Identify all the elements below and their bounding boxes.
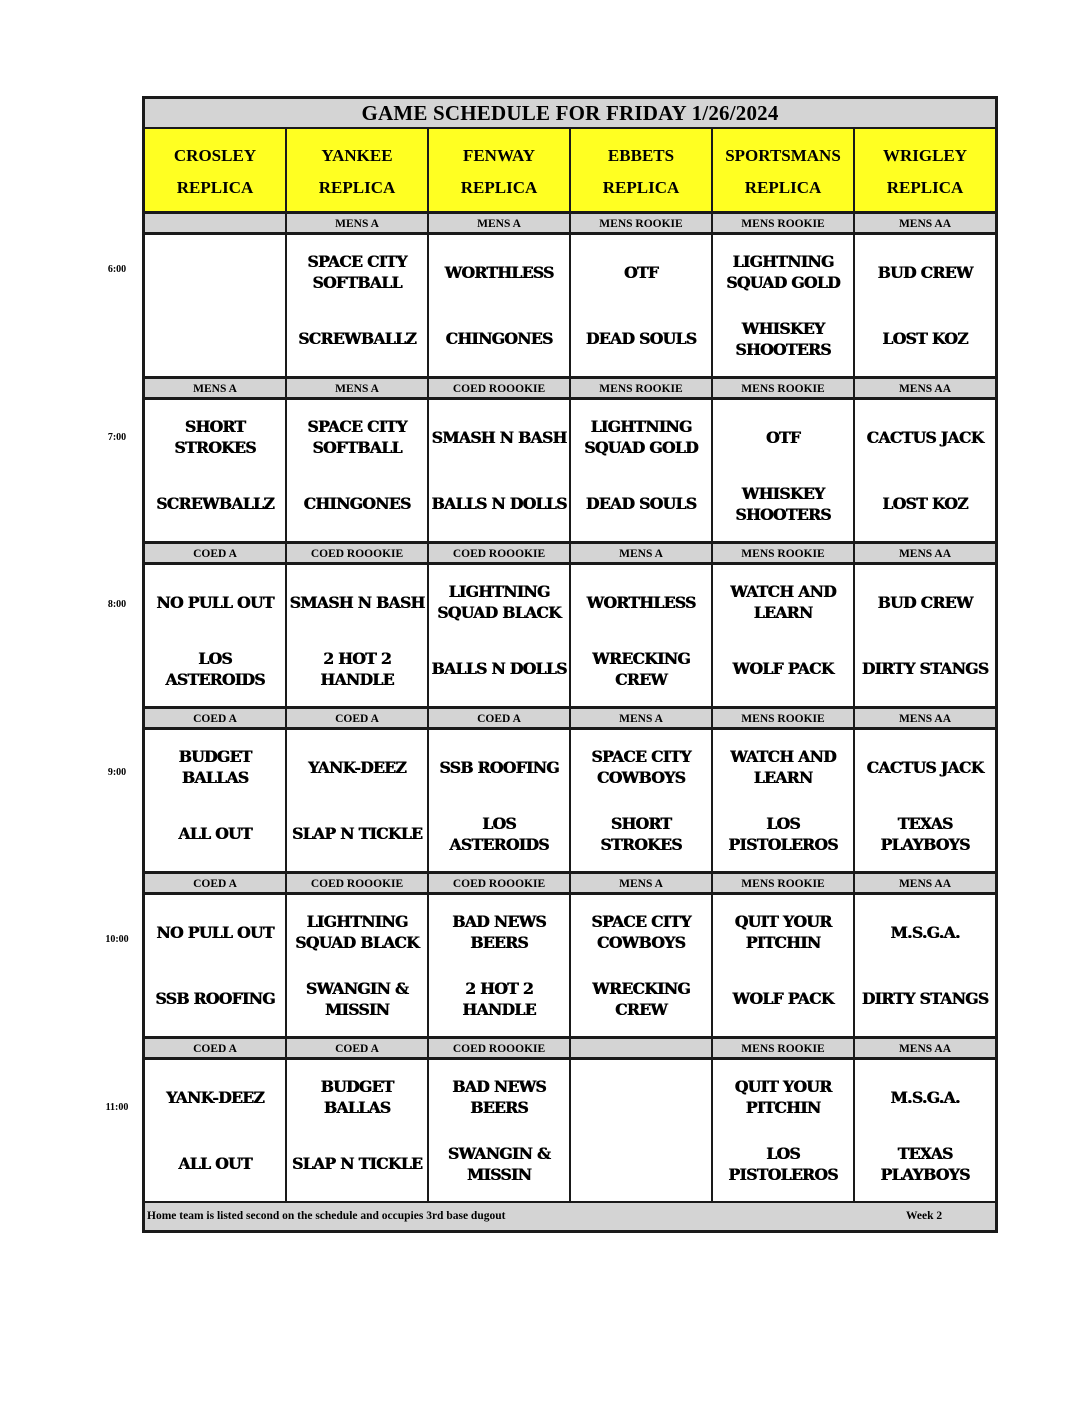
away-team: NO PULL OUT: [156, 922, 274, 942]
home-team: SWANGIN & MISSIN: [447, 1143, 551, 1184]
game-cell: [855, 1060, 995, 1203]
away-team: YANK-DEEZ: [307, 757, 407, 777]
field-sub: REPLICA: [176, 178, 254, 197]
division-label: COED A: [145, 708, 287, 730]
game-cell: [855, 895, 995, 1038]
home-team: LOS ASTEROIDS: [449, 813, 549, 854]
home-team: LOST KOZ: [882, 494, 968, 514]
home-team: LOS ASTEROIDS: [165, 648, 265, 689]
game-row: [145, 895, 995, 1038]
home-team: SCREWBALLZ: [298, 329, 416, 349]
game-cell: [571, 235, 713, 378]
time-slots: [145, 213, 995, 1203]
division-label: MENS ROOKIE: [571, 378, 713, 400]
away-team: SMASH N BASH: [289, 592, 425, 612]
away-team: OTF: [623, 262, 659, 282]
field-name: EBBETS: [607, 146, 675, 165]
away-team: BUDGET BALLAS: [320, 1077, 394, 1118]
home-team: BALLS N DOLLS: [431, 494, 567, 514]
home-team: SCREWBALLZ: [156, 494, 274, 514]
field-header: [429, 129, 571, 213]
game-cell: [145, 895, 287, 1038]
game-cell: [145, 400, 287, 543]
game-cell: [287, 895, 429, 1038]
home-team: DIRTY STANGS: [861, 659, 989, 679]
division-row: [145, 213, 995, 235]
away-team: SMASH N BASH: [431, 427, 567, 447]
away-team: M.S.G.A.: [890, 922, 960, 942]
field-header-row: [145, 129, 995, 213]
field-header: [713, 129, 855, 213]
away-team: QUIT YOUR PITCHIN: [734, 912, 832, 953]
division-row: [145, 1038, 995, 1060]
game-cell: [571, 1060, 713, 1203]
home-team-note: Home team is listed second on the schedule and occupies 3rd base dugout: [147, 1210, 506, 1222]
away-team: BUD CREW: [877, 592, 973, 612]
division-label: COED ROOOKIE: [287, 543, 429, 565]
game-cell: [855, 400, 995, 543]
time-label: 11:00: [105, 1101, 129, 1113]
time-label: 8:00: [107, 599, 127, 610]
away-team: NO PULL OUT: [156, 592, 274, 612]
away-team: OTF: [765, 427, 801, 447]
home-team: WOLF PACK: [732, 659, 834, 679]
game-cell: [287, 565, 429, 708]
time-label: 7:00: [107, 431, 127, 443]
field-header: [145, 129, 287, 213]
game-cell: [713, 730, 855, 873]
division-label: MENS ROOKIE: [713, 708, 855, 730]
division-label: MENS ROOKIE: [713, 378, 855, 400]
away-team: WORTHLESS: [586, 592, 696, 612]
game-cell: [713, 565, 855, 708]
home-team: WRECKING CREW: [592, 648, 690, 689]
away-team: SPACE CITY COWBOYS: [591, 747, 691, 788]
away-team: M.S.G.A.: [890, 1087, 960, 1107]
game-cell: [713, 1060, 855, 1203]
home-team: CHINGONES: [445, 329, 553, 349]
division-label: MENS A: [287, 378, 429, 400]
division-label: COED A: [429, 708, 571, 730]
away-team: LIGHTNING SQUAD BLACK: [437, 582, 561, 623]
game-cell: [287, 235, 429, 378]
schedule-footer: [145, 1203, 995, 1230]
field-sub: REPLICA: [602, 178, 680, 197]
division-row: [145, 543, 995, 565]
division-label: MENS A: [145, 378, 287, 400]
game-row: [145, 400, 995, 543]
division-label: MENS AA: [855, 378, 995, 400]
home-team: SSB ROOFING: [155, 989, 275, 1009]
division-label: MENS A: [571, 873, 713, 895]
away-team: BUDGET BALLAS: [178, 747, 252, 788]
game-cell: [855, 565, 995, 708]
schedule-table: [142, 96, 998, 1233]
home-team: WHISKEY SHOOTERS: [735, 483, 831, 524]
game-cell: [145, 1060, 287, 1203]
field-header: [571, 129, 713, 213]
away-team: SPACE CITY COWBOYS: [591, 912, 691, 953]
home-team: DEAD SOULS: [585, 494, 697, 514]
division-label: MENS AA: [855, 1038, 995, 1060]
home-team: WOLF PACK: [732, 989, 834, 1009]
home-team: DEAD SOULS: [585, 329, 697, 349]
away-team: CACTUS JACK: [866, 427, 984, 447]
division-row: [145, 378, 995, 400]
division-label: COED ROOOKIE: [429, 543, 571, 565]
home-team: SHORT STROKES: [600, 813, 682, 854]
field-sub: REPLICA: [744, 178, 822, 197]
away-team: WATCH AND LEARN: [730, 582, 836, 623]
home-team: BALLS N DOLLS: [431, 659, 567, 679]
home-team: SLAP N TICKLE: [291, 1154, 423, 1174]
game-row: [145, 565, 995, 708]
time-label: 6:00: [107, 264, 127, 275]
division-label: COED A: [145, 1038, 287, 1060]
division-label: COED ROOOKIE: [429, 873, 571, 895]
home-team: LOST KOZ: [882, 329, 968, 349]
home-team: SWANGIN & MISSIN: [305, 978, 409, 1019]
field-name: FENWAY: [462, 146, 536, 165]
game-cell: [571, 730, 713, 873]
away-team: SPACE CITY SOFTBALL: [307, 417, 407, 458]
home-team: ALL OUT: [178, 824, 252, 844]
away-team: QUIT YOUR PITCHIN: [734, 1077, 832, 1118]
away-team: WORTHLESS: [444, 262, 554, 282]
field-sub: REPLICA: [460, 178, 538, 197]
home-team: ALL OUT: [178, 1154, 252, 1174]
away-team: YANK-DEEZ: [165, 1087, 265, 1107]
game-cell: [429, 730, 571, 873]
home-team: WRECKING CREW: [592, 978, 690, 1019]
game-cell: [429, 400, 571, 543]
field-name: WRIGLEY: [882, 146, 968, 165]
time-label: 10:00: [105, 934, 129, 945]
division-label: COED A: [287, 1038, 429, 1060]
game-cell: [145, 730, 287, 873]
division-row: [145, 873, 995, 895]
field-sub: REPLICA: [886, 178, 964, 197]
division-label: COED A: [145, 543, 287, 565]
home-team: LOS PISTOLEROS: [728, 1143, 838, 1184]
game-cell: [429, 565, 571, 708]
game-cell: [429, 1060, 571, 1203]
away-team: LIGHTNING SQUAD BLACK: [295, 912, 419, 953]
home-team: 2 HOT 2 HANDLE: [320, 648, 394, 689]
division-label: MENS A: [571, 708, 713, 730]
division-label: MENS ROOKIE: [713, 543, 855, 565]
home-team: DIRTY STANGS: [861, 989, 989, 1009]
away-team: LIGHTNING SQUAD GOLD: [726, 252, 840, 293]
away-team: BUD CREW: [877, 262, 973, 282]
field-name: YANKEE: [321, 146, 393, 165]
time-label: 9:00: [107, 766, 127, 778]
division-label: MENS A: [429, 213, 571, 235]
game-cell: [145, 565, 287, 708]
division-label: COED ROOOKIE: [429, 378, 571, 400]
field-sub: REPLICA: [318, 178, 396, 197]
division-label: MENS ROOKIE: [713, 213, 855, 235]
game-cell: [855, 730, 995, 873]
schedule-title: GAME SCHEDULE FOR FRIDAY 1/26/2024: [145, 99, 995, 129]
field-header: [287, 129, 429, 213]
away-team: SPACE CITY SOFTBALL: [307, 252, 407, 293]
away-team: SHORT STROKES: [174, 417, 256, 458]
division-label: MENS AA: [855, 873, 995, 895]
away-team: WATCH AND LEARN: [730, 747, 836, 788]
division-row: [145, 708, 995, 730]
game-cell: [855, 235, 995, 378]
division-label: MENS ROOKIE: [713, 1038, 855, 1060]
game-cell: [571, 895, 713, 1038]
game-cell: [713, 400, 855, 543]
home-team: WHISKEY SHOOTERS: [735, 318, 831, 359]
division-label: MENS AA: [855, 543, 995, 565]
away-team: LIGHTNING SQUAD GOLD: [584, 417, 698, 458]
home-team: LOS PISTOLEROS: [728, 813, 838, 854]
division-label: COED A: [145, 873, 287, 895]
game-cell: [429, 895, 571, 1038]
division-label: COED ROOOKIE: [429, 1038, 571, 1060]
division-label: MENS A: [287, 213, 429, 235]
game-cell: [287, 400, 429, 543]
week-label: Week 2: [906, 1210, 943, 1222]
game-cell: [429, 235, 571, 378]
game-cell: [571, 565, 713, 708]
game-cell: [145, 235, 287, 378]
division-label: MENS AA: [855, 213, 995, 235]
division-label: MENS ROOKIE: [571, 213, 713, 235]
division-label: MENS AA: [855, 708, 995, 730]
game-cell: [287, 1060, 429, 1203]
home-team: 2 HOT 2 HANDLE: [462, 978, 536, 1019]
game-cell: [713, 235, 855, 378]
division-label: MENS ROOKIE: [713, 873, 855, 895]
game-row: [145, 730, 995, 873]
division-label: [571, 1038, 713, 1060]
away-team: BAD NEWS BEERS: [452, 1077, 546, 1118]
game-cell: [713, 895, 855, 1038]
home-team: SLAP N TICKLE: [291, 824, 423, 844]
division-label: MENS A: [571, 543, 713, 565]
field-header: [855, 129, 995, 213]
game-row: [145, 235, 995, 378]
away-team: SSB ROOFING: [439, 757, 559, 777]
away-team: CACTUS JACK: [866, 757, 984, 777]
game-row: [145, 1060, 995, 1203]
division-label: COED ROOOKIE: [287, 873, 429, 895]
field-name: CROSLEY: [173, 146, 257, 165]
division-label: COED A: [287, 708, 429, 730]
division-label: [145, 213, 287, 235]
field-name: SPORTSMANS: [725, 146, 841, 165]
game-cell: [571, 400, 713, 543]
home-team: TEXAS PLAYBOYS: [880, 813, 970, 854]
game-cell: [287, 730, 429, 873]
home-team: TEXAS PLAYBOYS: [880, 1143, 970, 1184]
home-team: CHINGONES: [303, 494, 411, 514]
away-team: BAD NEWS BEERS: [452, 912, 546, 953]
